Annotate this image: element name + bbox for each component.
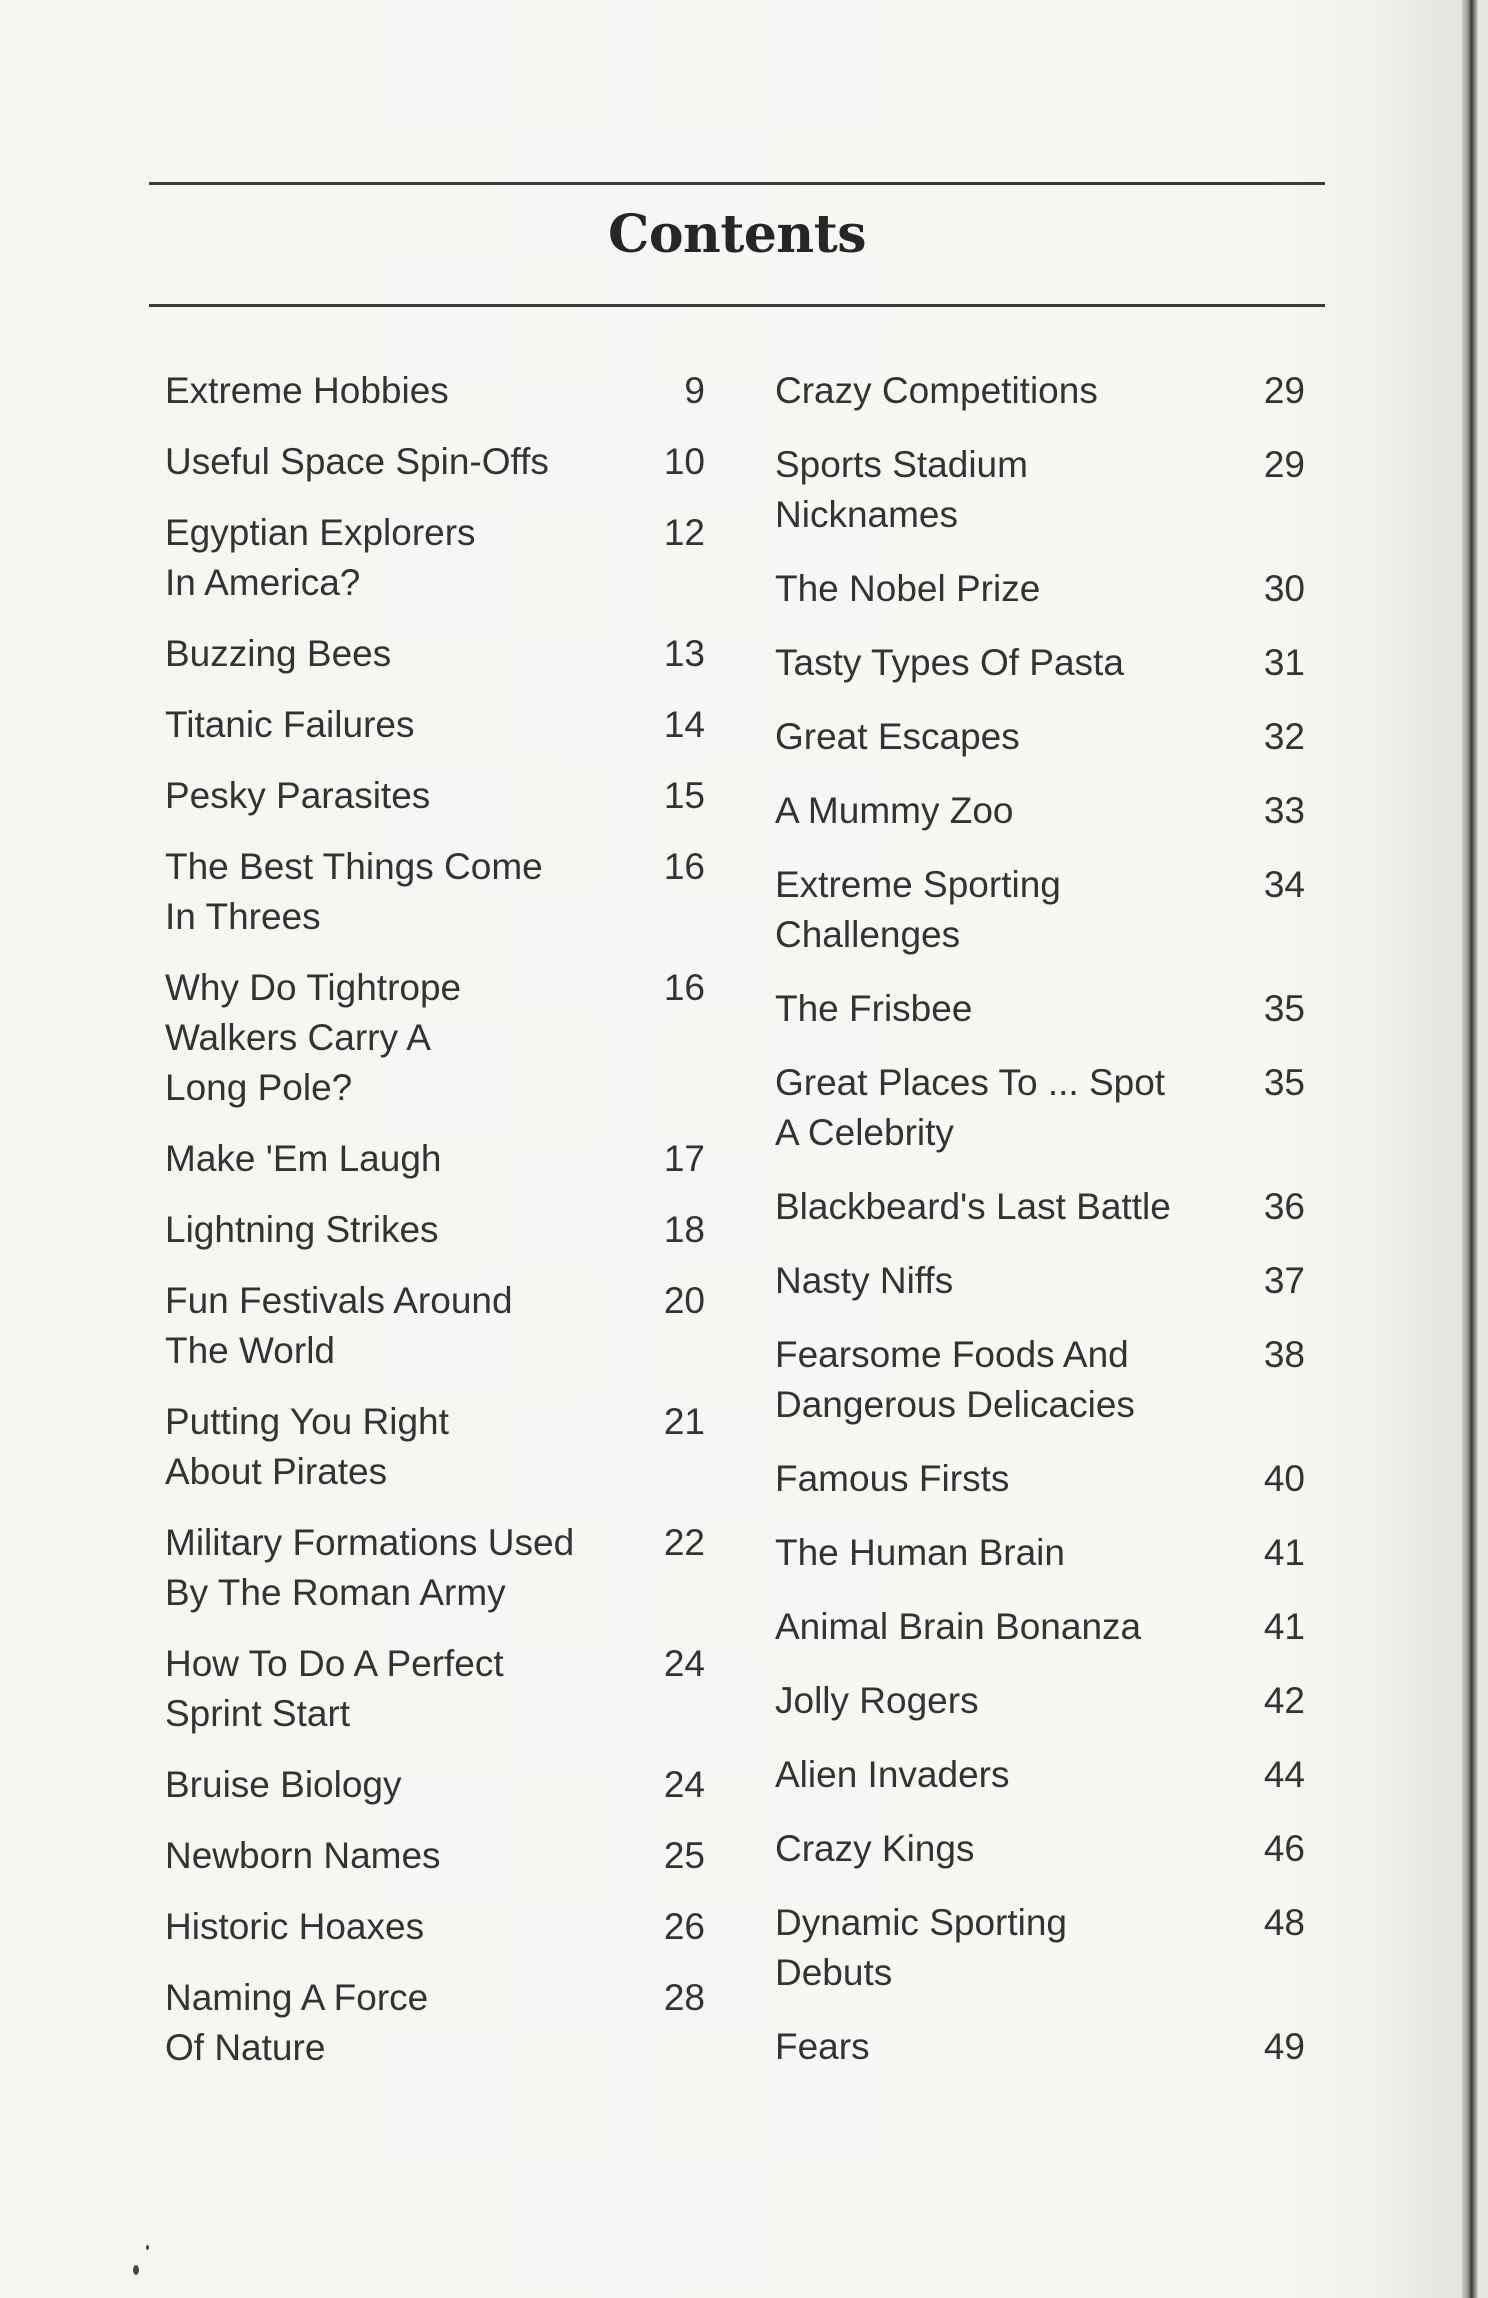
toc-entry (165, 1639, 705, 1739)
toc-entry (775, 1676, 1305, 1726)
toc-entry-title: Fearsome Foods And Dangerous Delicacies (775, 1334, 1135, 1425)
toc-entry-page-number: 14 (663, 704, 705, 745)
toc-entry-title: Titanic Failures (165, 704, 415, 745)
toc-entry-title: Crazy Kings (775, 1828, 975, 1869)
toc-entry (775, 984, 1305, 1034)
toc-entry-page-number: 40 (1263, 1458, 1305, 1499)
toc-entry (775, 440, 1305, 540)
toc-entry-title: Alien Invaders (775, 1754, 1010, 1795)
toc-entry-page-number: 48 (1263, 1902, 1305, 1943)
toc-entry-title: The Best Things Come In Threes (165, 846, 543, 937)
toc-entry-page-number: 24 (663, 1764, 705, 1805)
toc-entry-title: Nasty Niffs (775, 1260, 954, 1301)
toc-entry-page-number: 41 (1263, 1532, 1305, 1573)
toc-entry-title: Buzzing Bees (165, 633, 392, 674)
toc-entry-page-number: 16 (663, 846, 705, 887)
paper-speck (146, 2245, 149, 2250)
toc-entry-page-number: 26 (663, 1906, 705, 1947)
toc-entry (775, 1058, 1305, 1158)
toc-entry-page-number: 34 (1263, 864, 1305, 905)
toc-entry (775, 1750, 1305, 1800)
toc-entry-page-number: 21 (663, 1401, 705, 1442)
toc-entry-page-number: 29 (1263, 444, 1305, 485)
toc-entry-title: Blackbeard's Last Battle (775, 1186, 1171, 1227)
toc-entry-title: Historic Hoaxes (165, 1906, 425, 1947)
toc-entry-page-number: 46 (1263, 1828, 1305, 1869)
toc-entry (165, 1760, 705, 1810)
toc-entry (165, 1276, 705, 1376)
toc-entry (165, 963, 705, 1113)
toc-entry-title: Dynamic Sporting Debuts (775, 1902, 1068, 1993)
toc-entry (165, 1973, 705, 2073)
toc-entry (165, 771, 705, 821)
toc-entry-page-number: 33 (1263, 790, 1305, 831)
toc-entry-title: Lightning Strikes (165, 1209, 439, 1250)
toc-entry-page-number: 22 (663, 1522, 705, 1563)
toc-entry-title: Fears (775, 2026, 870, 2067)
toc-entry-page-number: 32 (1263, 716, 1305, 757)
toc-entry-page-number: 37 (1263, 1260, 1305, 1301)
header-rule-bottom (149, 304, 1325, 307)
toc-entry-page-number: 13 (663, 633, 705, 674)
toc-entry-page-number: 35 (1263, 1062, 1305, 1103)
toc-entry (775, 786, 1305, 836)
toc-entry-title: Putting You Right About Pirates (165, 1401, 449, 1492)
toc-entry-title: Tasty Types Of Pasta (775, 642, 1124, 683)
toc-entry (165, 1134, 705, 1184)
toc-entry-title: Newborn Names (165, 1835, 441, 1876)
toc-entry-page-number: 18 (663, 1209, 705, 1250)
toc-entry (775, 1898, 1305, 1998)
toc-entry (775, 1528, 1305, 1578)
toc-entry (775, 1454, 1305, 1504)
toc-entry-title: Egyptian Explorers In America? (165, 512, 476, 603)
toc-entry-title: Jolly Rogers (775, 1680, 979, 1721)
toc-entry (775, 2022, 1305, 2072)
toc-entry-page-number: 9 (684, 370, 705, 411)
toc-entry (775, 860, 1305, 960)
toc-entry-page-number: 16 (663, 967, 705, 1008)
toc-entry-page-number: 31 (1263, 642, 1305, 683)
toc-entry (165, 1902, 705, 1952)
header-rule-top (149, 182, 1325, 185)
toc-entry (775, 366, 1305, 416)
toc-entry (775, 564, 1305, 614)
toc-entry (165, 366, 705, 416)
toc-entry-title: Pesky Parasites (165, 775, 431, 816)
toc-entry (165, 629, 705, 679)
toc-entry-title: The Frisbee (775, 988, 973, 1029)
toc-entry-title: Sports Stadium Nicknames (775, 444, 1028, 535)
toc-entry-page-number: 41 (1263, 1606, 1305, 1647)
toc-entry (165, 1205, 705, 1255)
toc-entry-title: Great Places To ... Spot A Celebrity (775, 1062, 1166, 1153)
toc-entry-page-number: 24 (663, 1643, 705, 1684)
toc-entry-page-number: 20 (663, 1280, 705, 1321)
toc-entry-page-number: 17 (663, 1138, 705, 1179)
toc-entry-page-number: 38 (1263, 1334, 1305, 1375)
paper-speck (133, 2265, 139, 2275)
toc-entry-page-number: 36 (1263, 1186, 1305, 1227)
toc-entry (775, 638, 1305, 688)
toc-entry-page-number: 15 (663, 775, 705, 816)
toc-entry (165, 1831, 705, 1881)
page-edge-shadow (1462, 0, 1478, 2298)
toc-entry-title: Military Formations Used By The Roman Army (165, 1522, 575, 1613)
toc-entry (165, 700, 705, 750)
toc-entry (775, 712, 1305, 762)
toc-entry (775, 1824, 1305, 1874)
toc-entry-page-number: 28 (663, 1977, 705, 2018)
toc-entry-title: The Human Brain (775, 1532, 1065, 1573)
toc-entry-title: Naming A Force Of Nature (165, 1977, 429, 2068)
toc-entry (775, 1330, 1305, 1430)
toc-entry (165, 1518, 705, 1618)
toc-entry-title: Extreme Sporting Challenges (775, 864, 1061, 955)
toc-entry-page-number: 10 (663, 441, 705, 482)
toc-entry-title: Extreme Hobbies (165, 370, 449, 411)
toc-entry (165, 1397, 705, 1497)
toc-entry-page-number: 44 (1263, 1754, 1305, 1795)
toc-entry-page-number: 12 (663, 512, 705, 553)
page-title: Contents (607, 204, 867, 265)
toc-entry-title: Famous Firsts (775, 1458, 1010, 1499)
toc-entry-page-number: 42 (1263, 1680, 1305, 1721)
toc-entry-title: How To Do A Perfect Sprint Start (165, 1643, 504, 1734)
toc-entry-page-number: 30 (1263, 568, 1305, 609)
toc-entry-title: Animal Brain Bonanza (775, 1606, 1142, 1647)
toc-entry-title: Fun Festivals Around The World (165, 1280, 513, 1371)
toc-entry (165, 437, 705, 487)
toc-entry-page-number: 29 (1263, 370, 1305, 411)
toc-entry-title: A Mummy Zoo (775, 790, 1014, 831)
toc-entry-title: Bruise Biology (165, 1764, 402, 1805)
toc-entry-title: Crazy Competitions (775, 370, 1098, 411)
toc-entry-title: The Nobel Prize (775, 568, 1041, 609)
toc-column-left (165, 366, 705, 2094)
toc-entry (165, 842, 705, 942)
toc-entry-title: Why Do Tightrope Walkers Carry A Long Pole? (165, 967, 462, 1108)
toc-column-right (775, 366, 1305, 2096)
toc-entry-page-number: 25 (663, 1835, 705, 1876)
toc-entry (775, 1602, 1305, 1652)
toc-entry-page-number: 49 (1263, 2026, 1305, 2067)
toc-entry (775, 1256, 1305, 1306)
toc-entry-page-number: 35 (1263, 988, 1305, 1029)
toc-entry (165, 508, 705, 608)
toc-entry-title: Make 'Em Laugh (165, 1138, 442, 1179)
toc-entry-title: Great Escapes (775, 716, 1020, 757)
toc-entry-title: Useful Space Spin-Offs (165, 441, 549, 482)
toc-entry (775, 1182, 1305, 1232)
